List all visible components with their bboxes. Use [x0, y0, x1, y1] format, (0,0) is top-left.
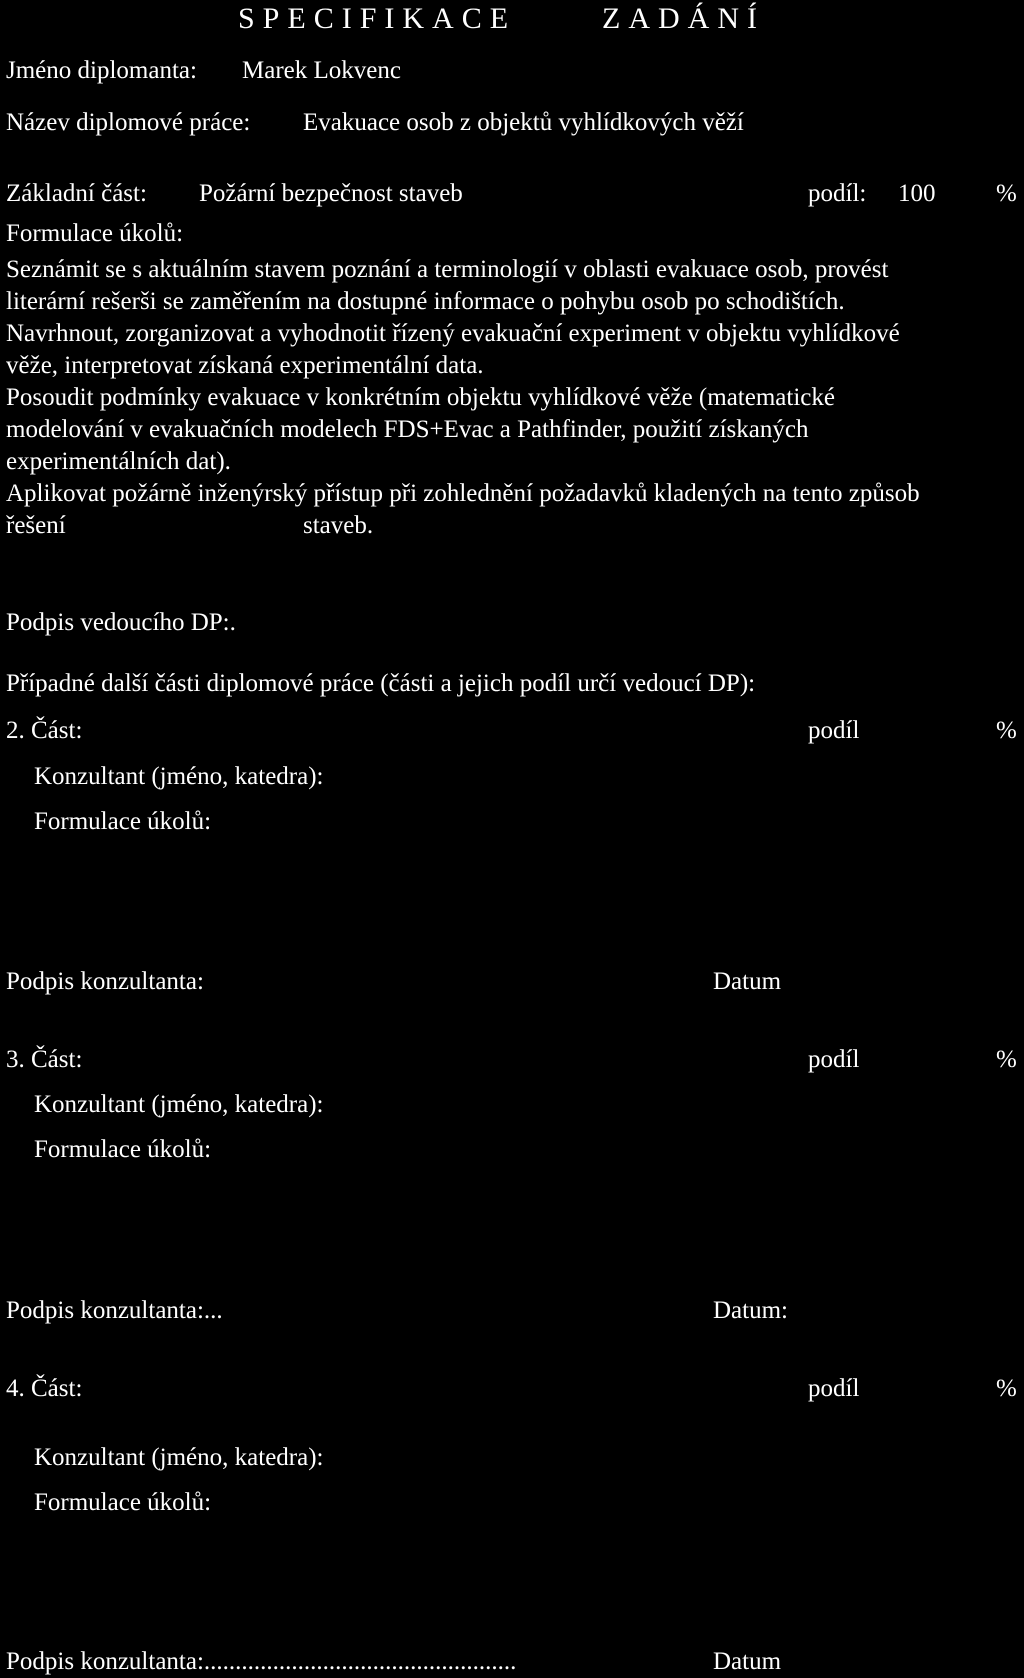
main-tasks-line-tail: staveb. — [303, 512, 374, 539]
part-3-tasks-label: Formulace úkolů: — [34, 1136, 212, 1163]
part-3-label: 3. Část: — [6, 1046, 83, 1073]
part-3-share-label: podíl — [808, 1046, 860, 1073]
main-tasks-line: Navrhnout, zorganizovat a vyhodnotit řízený evakuační experiment v objektu vyhlídkové — [6, 320, 900, 347]
part-2-percent: % — [996, 717, 1017, 744]
other-parts-intro: Případné další části diplomové práce (části a jejich podíl určí vedoucí DP): — [6, 670, 756, 697]
part-2-date-label: Datum — [713, 968, 782, 995]
thesis-title: Evakuace osob z objektů vyhlídkových věží — [303, 109, 744, 136]
main-part-share-value: 100 — [898, 180, 936, 207]
part-4-tasks-label: Formulace úkolů: — [34, 1489, 212, 1516]
student-label: Jméno diplomanta: — [6, 57, 197, 84]
part-4-signature-label: Podpis konzultanta:.................................................. — [6, 1648, 517, 1675]
main-tasks-text — [6, 254, 1011, 542]
main-tasks-line: literární rešerši se zaměřením na dostupné informace o pohybu osob po schodištích. — [6, 288, 845, 315]
main-tasks-line: řešení — [6, 512, 66, 539]
part-3-consultant-label: Konzultant (jméno, katedra): — [34, 1091, 324, 1118]
main-part-percent: % — [996, 180, 1017, 207]
main-tasks-line: věže, interpretovat získaná experimentální data. — [6, 352, 484, 379]
part-4-share-label: podíl — [808, 1375, 860, 1402]
part-4-percent: % — [996, 1375, 1017, 1402]
part-3-date-label: Datum: — [713, 1297, 788, 1324]
student-name: Marek Lokvenc — [242, 57, 401, 84]
main-part-name: Požární bezpečnost staveb — [199, 180, 463, 207]
main-part-share-label: podíl: — [808, 180, 867, 207]
title-specifikace: SPECIFIKACE — [238, 2, 517, 35]
part-4-consultant-label: Konzultant (jméno, katedra): — [34, 1444, 324, 1471]
main-tasks-line: Posoudit podmínky evakuace v konkrétním objektu vyhlídkové věže (matematické — [6, 384, 835, 411]
main-tasks-line: experimentálních dat). — [6, 448, 231, 475]
part-4-date-label: Datum — [713, 1648, 782, 1675]
main-tasks-line: Seznámit se s aktuálním stavem poznání a terminologií v oblasti evakuace osob, provést — [6, 256, 889, 283]
part-2-consultant-label: Konzultant (jméno, katedra): — [34, 763, 324, 790]
main-tasks-line-last — [6, 510, 1011, 542]
part-3-signature-label: Podpis konzultanta:... — [6, 1297, 223, 1324]
main-tasks-line: modelování v evakuačních modelech FDS+Evac a Pathfinder, použití získaných — [6, 416, 809, 443]
title-zadani: ZADÁNÍ — [602, 2, 765, 35]
part-2-tasks-label: Formulace úkolů: — [34, 808, 212, 835]
part-4-label: 4. Část: — [6, 1375, 83, 1402]
part-3-percent: % — [996, 1046, 1017, 1073]
part-2-signature-label: Podpis konzultanta: — [6, 968, 204, 995]
thesis-label: Název diplomové práce: — [6, 109, 251, 136]
main-tasks-label: Formulace úkolů: — [6, 220, 184, 247]
main-tasks-line: Aplikovat požárně inženýrský přístup při zohlednění požadavků kladených na tento způsob — [6, 480, 920, 507]
supervisor-signature-label: Podpis vedoucího DP:. — [6, 609, 236, 636]
part-2-label: 2. Část: — [6, 717, 83, 744]
part-2-share-label: podíl — [808, 717, 860, 744]
main-part-label: Základní část: — [6, 180, 147, 207]
